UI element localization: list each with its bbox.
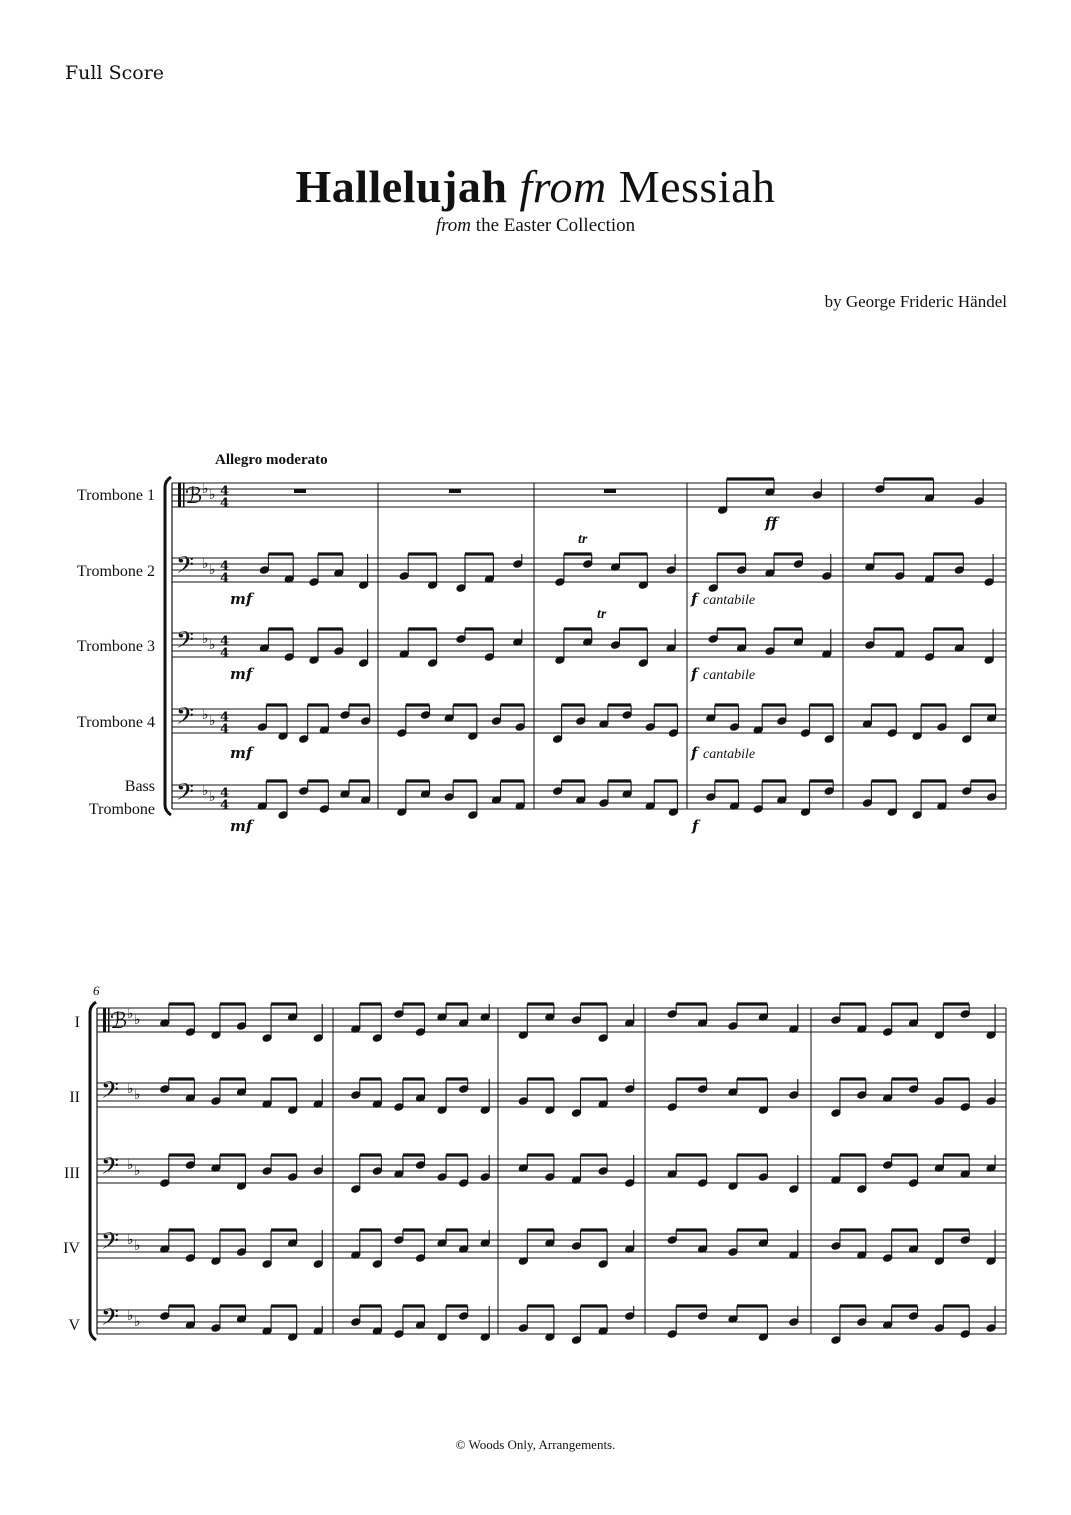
sys1-key-flat-icon: ♭ [202, 707, 209, 723]
sys1-whole-rest [294, 489, 306, 493]
sys1-key-flat-icon: ♭ [202, 556, 209, 572]
part-label-II: II [69, 1089, 80, 1106]
sys1-bass-clef-icon: 𝄢 [176, 778, 195, 811]
composer: by George Frideric Händel [824, 292, 1007, 311]
sys1-key-flat-icon: ♭ [202, 481, 209, 497]
part-label-trombone-4: Trombone 4 [76, 714, 155, 731]
dynamic-mf-tbn4: mf [230, 744, 253, 762]
sys1-alto-clef-bar [178, 483, 181, 507]
dynamic-f-bass: f [692, 817, 699, 835]
sys1-time-sig: 4 [220, 722, 230, 737]
part-label-bass: Bass [124, 778, 155, 795]
sys1-time-sig: 4 [220, 496, 230, 511]
expr-cantabile-tbn3: cantabile [703, 668, 756, 683]
title-main: Hallelujah [295, 161, 508, 212]
part-label-trombone-3: Trombone 3 [76, 638, 155, 655]
dynamic-mf-tbn2: mf [230, 590, 253, 608]
sys1-time-sig: 4 [220, 786, 230, 801]
part-label-III: III [64, 1165, 80, 1182]
sys1-key-flat-icon: ♭ [209, 637, 216, 653]
sys1-bass-clef-icon: 𝄢 [176, 626, 195, 659]
dynamic-f-tbn2: f [691, 590, 698, 608]
tempo-marking: Allegro moderato [215, 452, 328, 468]
copyright-footer: © Woods Only, Arrangements. [455, 1437, 616, 1452]
title-from: from [519, 161, 607, 212]
sys1-key-flat-icon: ♭ [209, 713, 216, 729]
sys1-time-sig: 4 [220, 559, 230, 574]
sys1-key-flat-icon: ♭ [202, 783, 209, 799]
sys1-time-sig: 4 [220, 571, 230, 586]
sys1-alto-clef-icon: ℬ [185, 484, 203, 509]
sys2-bracket [90, 1002, 96, 1340]
expr-cantabile-tbn4: cantabile [703, 747, 756, 762]
sys2-bass-clef-icon: 𝄢 [101, 1152, 120, 1185]
sys1-bass-clef-icon: 𝄢 [176, 702, 195, 735]
title-work: Messiah [618, 161, 776, 212]
sys1-bracket [165, 477, 171, 815]
sys2-bass-clef-icon: 𝄢 [101, 1076, 120, 1109]
sys2-key-flat-icon: ♭ [134, 1238, 141, 1254]
sys1-key-flat-icon: ♭ [202, 631, 209, 647]
dynamic-ff: ff [765, 514, 778, 532]
sys1-whole-rest [604, 489, 616, 493]
notation-layer [90, 477, 1006, 1344]
subtitle-from: from [435, 215, 472, 236]
sys1-key-flat-icon: ♭ [209, 487, 216, 503]
sys2-bass-clef-icon: 𝄢 [101, 1303, 120, 1336]
sys1-key-flat-icon: ♭ [209, 789, 216, 805]
sys2-alto-clef-bar [103, 1008, 106, 1032]
sys2-key-flat-icon: ♭ [127, 1232, 134, 1248]
sys1-bass-clef-icon: 𝄢 [176, 551, 195, 584]
subtitle-collection: the Easter Collection [475, 215, 636, 236]
sys1-time-sig: 4 [220, 484, 230, 499]
sys2-key-flat-icon: ♭ [134, 1163, 141, 1179]
part-label-I: I [74, 1014, 80, 1031]
sys2-key-flat-icon: ♭ [127, 1006, 134, 1022]
measure-number: 6 [93, 983, 100, 998]
sys1-whole-rest [449, 489, 461, 493]
sys1-time-sig: 4 [220, 646, 230, 661]
sys2-key-flat-icon: ♭ [134, 1087, 141, 1103]
expr-cantabile-tbn2: cantabile [703, 593, 756, 608]
part-label-trombone-1: Trombone 1 [76, 487, 155, 504]
sys2-key-flat-icon: ♭ [127, 1081, 134, 1097]
part-label-trombone-bass: Trombone [88, 801, 155, 818]
dynamic-mf-tbn3: mf [230, 665, 253, 683]
sys1-time-sig: 4 [220, 634, 230, 649]
sys1-time-sig: 4 [220, 798, 230, 813]
sys2-alto-clef-icon: ℬ [110, 1009, 128, 1034]
part-label-trombone-2: Trombone 2 [76, 563, 155, 580]
sys1-time-sig: 4 [220, 710, 230, 725]
dynamic-mf-bass: mf [230, 817, 253, 835]
trill-mark-1: tr [578, 532, 588, 547]
sys2-key-flat-icon: ♭ [134, 1012, 141, 1028]
sys1-key-flat-icon: ♭ [209, 562, 216, 578]
sys2-key-flat-icon: ♭ [127, 1308, 134, 1324]
sys2-key-flat-icon: ♭ [134, 1314, 141, 1330]
sys2-bass-clef-icon: 𝄢 [101, 1227, 120, 1260]
dynamic-f-tbn3: f [691, 665, 698, 683]
trill-mark-2: tr [597, 607, 607, 622]
part-label-V: V [68, 1317, 80, 1334]
part-label-IV: IV [63, 1240, 80, 1257]
dynamic-f-tbn4: f [691, 744, 698, 762]
sys2-key-flat-icon: ♭ [127, 1157, 134, 1173]
full-score-label: Full Score [65, 62, 165, 84]
